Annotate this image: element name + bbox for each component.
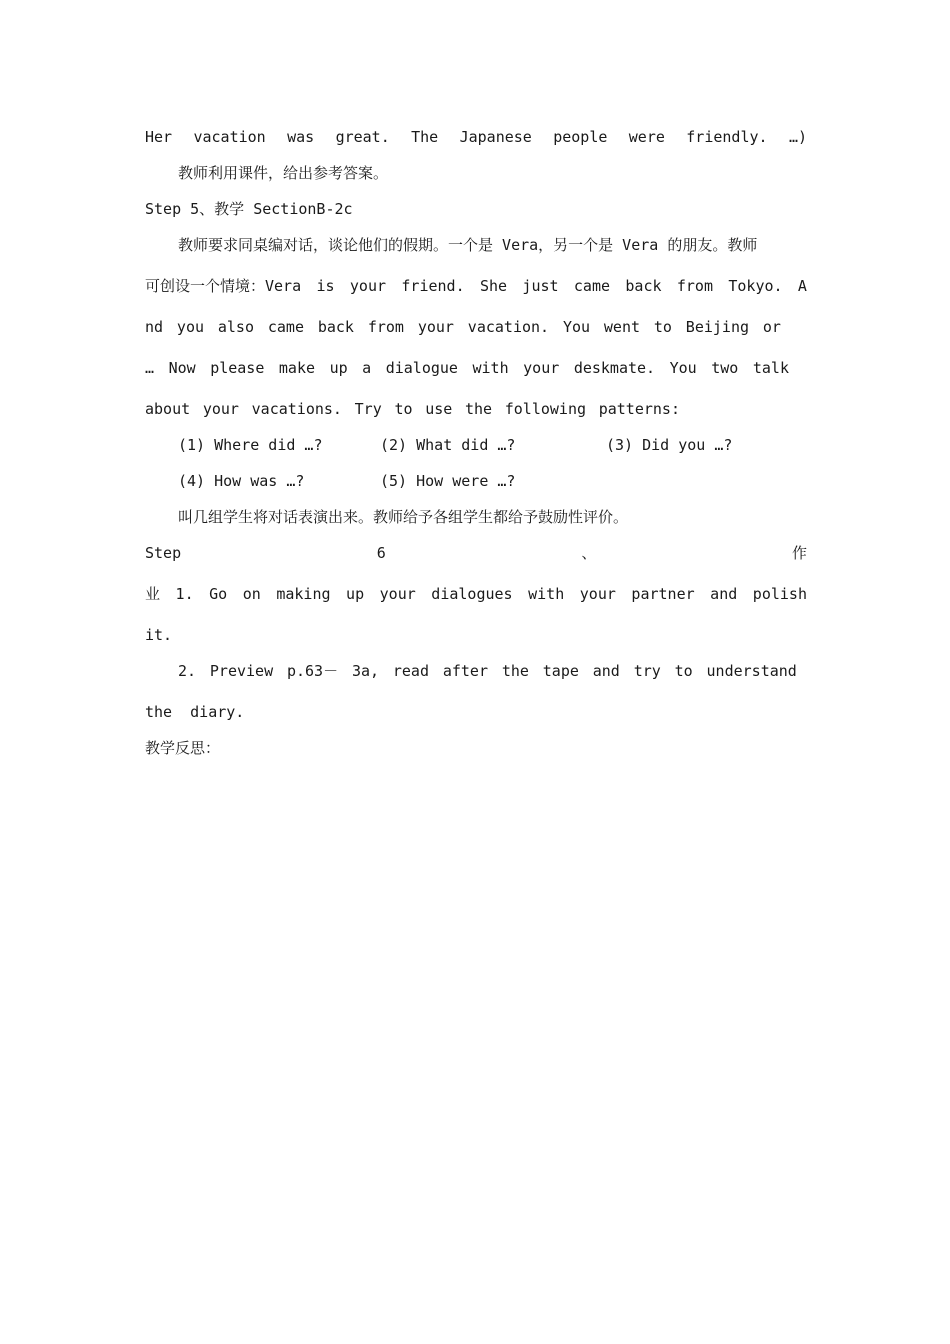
word: two bbox=[711, 359, 739, 377]
word: and bbox=[710, 585, 738, 603]
word: She bbox=[479, 277, 508, 295]
word: went bbox=[603, 318, 641, 336]
word: or bbox=[762, 318, 781, 336]
word: to bbox=[394, 400, 413, 418]
word: patterns: bbox=[598, 400, 680, 418]
word: talk bbox=[752, 359, 789, 377]
word: polish bbox=[752, 585, 807, 603]
word: 2. bbox=[178, 662, 197, 680]
paragraph-line-1 bbox=[145, 126, 807, 148]
word: also bbox=[217, 318, 254, 336]
word: Now bbox=[168, 359, 196, 377]
word: from bbox=[676, 277, 713, 295]
word: to bbox=[653, 318, 672, 336]
patterns-row-1 bbox=[178, 434, 758, 456]
word: your bbox=[417, 318, 454, 336]
word: about bbox=[145, 400, 191, 418]
word: … bbox=[145, 359, 155, 377]
word: your bbox=[579, 585, 616, 603]
pattern-5: (5) How were …? bbox=[380, 472, 516, 490]
patterns-row-2 bbox=[178, 470, 758, 492]
word: was bbox=[287, 128, 315, 146]
word: Tokyo. bbox=[728, 277, 783, 295]
word: back bbox=[625, 277, 662, 295]
word: the bbox=[501, 662, 529, 680]
word: …) bbox=[788, 128, 807, 146]
word: tape bbox=[542, 662, 579, 680]
word: great. bbox=[335, 128, 390, 146]
word: making bbox=[276, 585, 331, 603]
word: deskmate. bbox=[573, 359, 656, 377]
pattern-4: (4) How was …? bbox=[178, 472, 305, 490]
step5-heading: Step 5、教学 SectionB-2c bbox=[145, 200, 353, 218]
word: A bbox=[797, 277, 807, 295]
word: were bbox=[628, 128, 665, 146]
word: You bbox=[562, 318, 591, 336]
word: with bbox=[472, 359, 509, 377]
word: vacation bbox=[193, 128, 266, 146]
step6-heading bbox=[145, 542, 807, 564]
word: understand bbox=[706, 662, 797, 680]
word: on bbox=[242, 585, 261, 603]
word: 6 bbox=[376, 544, 386, 562]
pattern-2: (2) What did …? bbox=[380, 436, 516, 454]
word: following bbox=[504, 400, 587, 418]
word: The bbox=[411, 128, 439, 146]
pattern-1: (1) Where did …? bbox=[178, 436, 323, 454]
word: Beijing bbox=[685, 318, 750, 336]
word: partner bbox=[631, 585, 695, 603]
word: your bbox=[523, 359, 560, 377]
word: after bbox=[442, 662, 488, 680]
paragraph-line-15 bbox=[178, 660, 797, 682]
word: is bbox=[316, 277, 335, 295]
word: back bbox=[317, 318, 354, 336]
word: 、 bbox=[581, 544, 597, 562]
paragraph-line-16: the diary. bbox=[145, 703, 245, 721]
word: vacation. bbox=[467, 318, 550, 336]
word: Go bbox=[209, 585, 228, 603]
word: up bbox=[329, 359, 348, 377]
paragraph-line-13 bbox=[145, 583, 807, 605]
paragraph-line-5 bbox=[145, 275, 807, 297]
word: just bbox=[522, 277, 559, 295]
word: p.63－ bbox=[286, 662, 339, 680]
word: 业 bbox=[145, 585, 161, 603]
word: please bbox=[210, 359, 265, 377]
word: and bbox=[592, 662, 620, 680]
word: use bbox=[425, 400, 453, 418]
word: 可创设一个情境：Vera bbox=[145, 277, 302, 295]
word: the bbox=[464, 400, 493, 418]
word: came bbox=[267, 318, 304, 336]
word: your bbox=[379, 585, 416, 603]
word: friend. bbox=[401, 277, 465, 295]
word: 1. bbox=[175, 585, 194, 603]
word: Japanese bbox=[459, 128, 532, 146]
word: Step bbox=[145, 544, 182, 562]
word: your bbox=[349, 277, 387, 295]
word: a bbox=[362, 359, 372, 377]
word: with bbox=[528, 585, 565, 603]
word: came bbox=[573, 277, 611, 295]
paragraph-line-8 bbox=[145, 398, 680, 420]
paragraph-line-2: 教师利用课件，给出参考答案。 bbox=[178, 164, 389, 182]
word: nd bbox=[145, 318, 164, 336]
word: people bbox=[553, 128, 608, 146]
word: Preview bbox=[209, 662, 274, 680]
paragraph-line-11: 叫几组学生将对话表演出来。教师给予各组学生都给予鼓励性评价。 bbox=[178, 508, 629, 526]
word: friendly. bbox=[686, 128, 768, 146]
word: make bbox=[278, 359, 316, 377]
word: 作 bbox=[791, 544, 807, 562]
word: 3a, bbox=[351, 662, 380, 680]
paragraph-line-14: it. bbox=[145, 626, 173, 644]
word: your bbox=[202, 400, 239, 418]
word: vacations. bbox=[251, 400, 342, 418]
word: try bbox=[633, 662, 661, 680]
word: Her bbox=[145, 128, 173, 146]
reflection-heading: 教学反思： bbox=[145, 739, 221, 757]
word: Try bbox=[354, 400, 382, 418]
paragraph-line-4: 教师要求同桌编对话，谈论他们的假期。一个是 Vera，另一个是 Vera 的朋友。教师 bbox=[178, 236, 758, 254]
pattern-3: (3) Did you …? bbox=[606, 436, 733, 454]
word: up bbox=[346, 585, 365, 603]
word: you bbox=[176, 318, 205, 336]
word: dialogue bbox=[385, 359, 458, 377]
word: dialogues bbox=[431, 585, 513, 603]
word: read bbox=[392, 662, 429, 680]
word: You bbox=[669, 359, 697, 377]
paragraph-line-6 bbox=[145, 316, 781, 338]
word: from bbox=[367, 318, 404, 336]
paragraph-line-7 bbox=[145, 357, 789, 379]
word: to bbox=[674, 662, 693, 680]
